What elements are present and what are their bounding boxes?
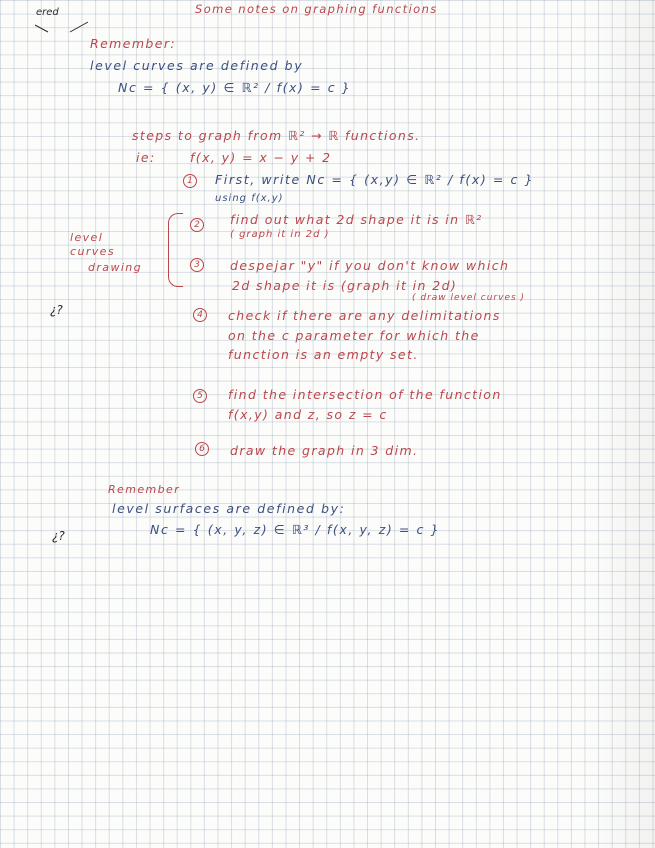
step-6-number-icon: 6: [195, 442, 209, 456]
page-binding-shadow: [585, 0, 655, 848]
step-5-line-2: f(x,y) and z, so z = c: [228, 407, 388, 422]
level-curves-formula: Nc = { (x, y) ∈ ℝ² / f(x) = c }: [118, 80, 352, 95]
margin-question-mark: ¿?: [50, 303, 63, 317]
step-2-line-1: find out what 2d shape it is in ℝ²: [230, 212, 483, 227]
ie-label: ie:: [136, 150, 156, 165]
example-function: f(x, y) = x − y + 2: [190, 150, 332, 165]
step-1-line-2: using f(x,y): [215, 193, 284, 204]
side-note-drawing: drawing: [88, 261, 143, 274]
level-surfaces-definition: level surfaces are defined by:: [112, 501, 346, 516]
step-2-line-2: ( graph it in 2d ): [230, 229, 330, 240]
step-1-number-icon: 1: [183, 174, 197, 188]
step-4-number-icon: 4: [193, 308, 207, 322]
step-5-line-1: find the intersection of the function: [228, 387, 502, 402]
step-2-number-icon: 2: [190, 218, 204, 232]
step-3-number-icon: 3: [190, 258, 204, 272]
margin-question-mark-2: ¿?: [52, 529, 65, 543]
page-title: Some notes on graphing functions: [195, 2, 438, 16]
corner-text: ered: [36, 7, 59, 18]
remember-heading-2: Remember: [108, 483, 181, 496]
step-4-line-3: function is an empty set.: [228, 347, 419, 362]
remember-heading: Remember:: [90, 36, 176, 51]
step-1-line-1: First, write Nc = { (x,y) ∈ ℝ² / f(x) = c }: [215, 172, 535, 187]
steps-brace: [168, 213, 183, 287]
steps-title: steps to graph from ℝ² → ℝ functions.: [132, 128, 421, 143]
step-3-line-1: despejar "y" if you don't know which: [230, 258, 510, 273]
level-surfaces-formula: Nc = { (x, y, z) ∈ ℝ³ / f(x, y, z) = c }: [150, 522, 441, 537]
side-note-level: level: [70, 231, 104, 244]
step-5-number-icon: 5: [193, 389, 207, 403]
step-4-line-1: check if there are any delimitations: [228, 308, 501, 323]
step-3-line-3: ( draw level curves ): [412, 293, 526, 303]
level-curves-definition: level curves are defined by: [90, 58, 304, 73]
step-3-line-2: 2d shape it is (graph it in 2d): [232, 278, 458, 293]
side-note-curves: curves: [70, 245, 115, 258]
step-4-line-2: on the c parameter for which the: [228, 328, 480, 343]
step-6-line-1: draw the graph in 3 dim.: [230, 443, 419, 458]
